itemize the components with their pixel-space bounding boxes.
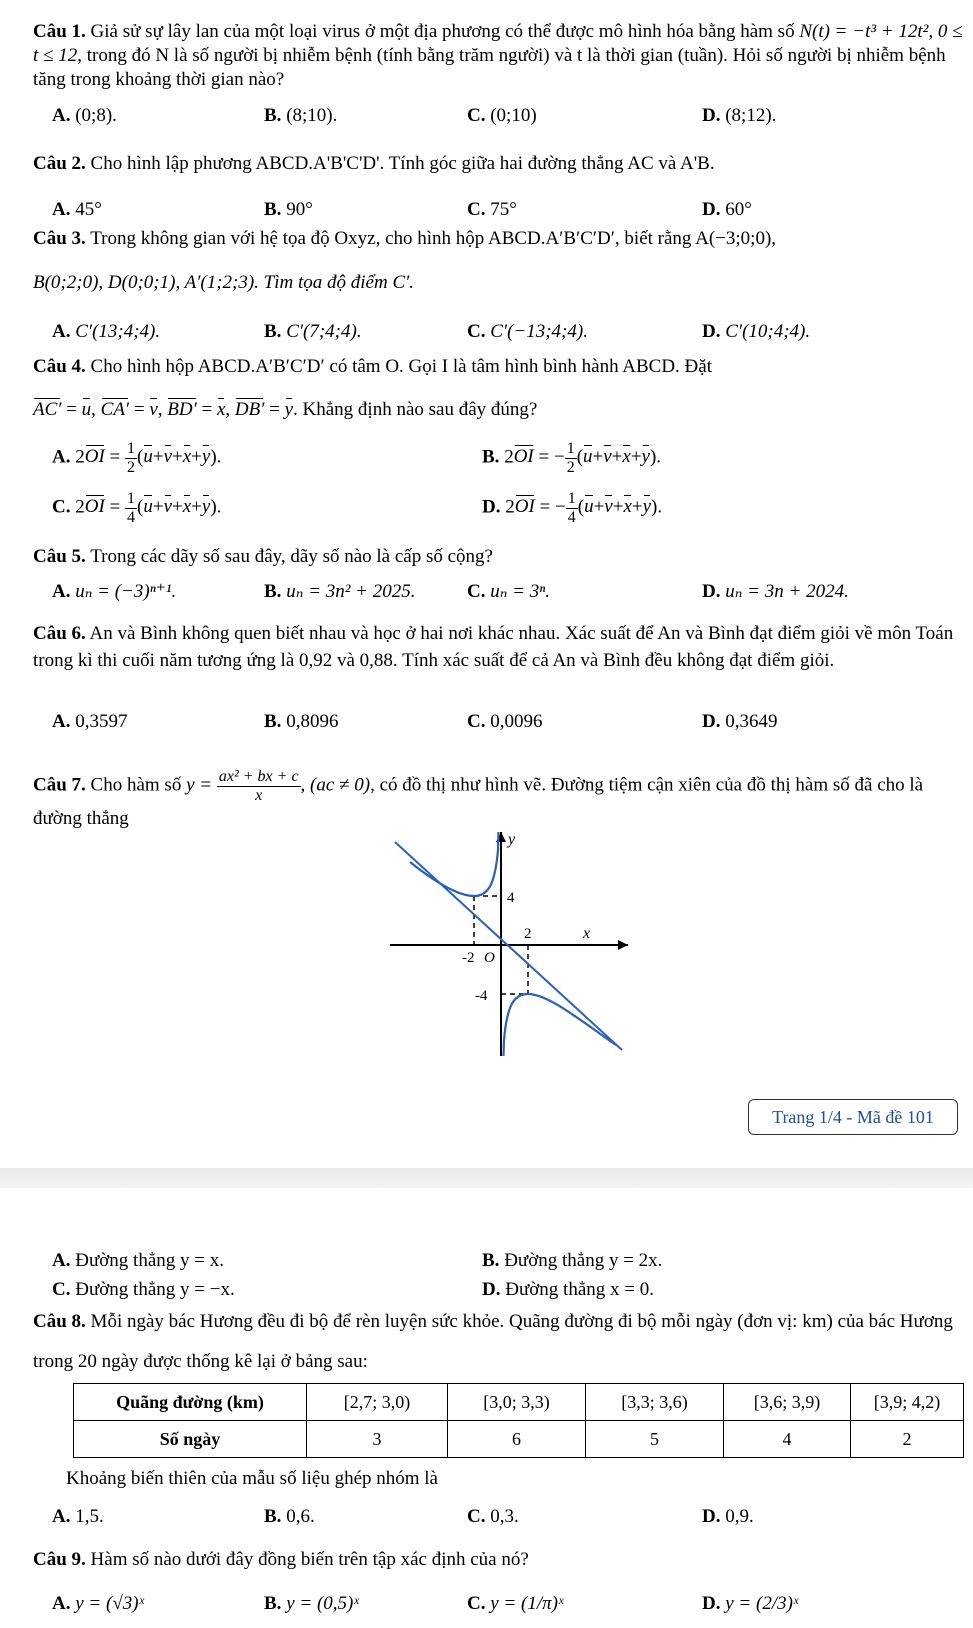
option-c[interactable]: C. 2OI = $\frac{1}{4}$ (u+v+x+y). — [52, 490, 222, 526]
question-8 — [33, 1302, 963, 1382]
question-9 — [33, 1548, 963, 1572]
option-c[interactable]: C. C′(−13;4;4). — [467, 321, 588, 342]
option-b[interactable]: B. Đường thẳng y = 2x. — [482, 1250, 663, 1271]
option-a[interactable]: A. uₙ = (−3)ⁿ⁺¹. — [52, 581, 177, 602]
option-a[interactable]: A. 45° — [52, 199, 102, 220]
option-c[interactable]: C. (0;10) — [467, 105, 537, 126]
question-text: Cho hình lập phương ABCD.A'B'C'D'. Tính góc giữa hai đường thẳng AC và A'B. — [90, 153, 715, 174]
curve-right-branch — [504, 994, 617, 1056]
option-c[interactable]: C. Đường thẳng y = −x. — [52, 1279, 235, 1300]
option-b[interactable]: B. 0,6. — [264, 1506, 315, 1527]
options-q4-row1 — [52, 440, 962, 478]
option-d[interactable]: D. uₙ = 3n + 2024. — [702, 581, 849, 602]
table-cell: 6 — [448, 1421, 586, 1458]
question-text: An và Bình không quen biết nhau và học ở hai nơi khác nhau. Xác suất để An và Bình đạt điểm giỏi về môn Toán trong kì thi cuối năm tương ứng là 0,92 và 0,88. Tính xác suất để cả An và Bình đều không đạt điểm giỏi. — [33, 623, 954, 671]
question-formula: N(t) = −t³ + 12t², 0 ≤ t ≤ 12 — [33, 21, 963, 66]
option-d[interactable]: D. 60° — [702, 199, 752, 220]
table-row — [74, 1384, 964, 1421]
question-text-cont: , có đồ thị như hình vẽ. Đường tiệm cận xiên của đồ thị hàm số đã cho là đường thẳng — [33, 774, 924, 830]
option-d[interactable]: D. 0,3649 — [702, 711, 778, 732]
question-4-vectors: AC′ = u, CA′ = v, BD′ = x, DB′ = y. Khẳng định nào sau đây đúng? — [33, 399, 538, 420]
option-b[interactable]: B. (8;10). — [264, 105, 338, 126]
question-label: Câu 6. — [33, 623, 86, 644]
options-q2 — [52, 198, 962, 228]
options-q4-row2 — [52, 490, 962, 528]
option-a[interactable]: A. 1,5. — [52, 1506, 104, 1527]
table-cell: [3,6; 3,9) — [724, 1384, 851, 1421]
option-a[interactable]: A. C′(13;4;4). — [52, 321, 161, 342]
option-d[interactable]: D. C′(10;4;4). — [702, 321, 811, 342]
x-axis-arrow — [618, 940, 628, 950]
question-label: Câu 3. — [33, 228, 86, 249]
question-2 — [33, 152, 963, 176]
curve-left-branch — [410, 832, 499, 896]
table-cell: 4 — [724, 1421, 851, 1458]
question-label: Câu 7. — [33, 774, 86, 796]
question-4 — [33, 355, 963, 379]
question-text: Cho hình hộp ABCD.A′B′C′D′ có tâm O. Gọi I là tâm hình bình hành ABCD. Đặt — [90, 356, 712, 377]
option-a[interactable]: A. 2OI = $\frac{1}{2}$ (u+v+x+y). — [52, 440, 222, 476]
option-c[interactable]: C. 75° — [467, 199, 517, 220]
question-3-line2 — [33, 271, 963, 295]
option-d[interactable]: D. Đường thẳng x = 0. — [482, 1279, 654, 1300]
options-q9 — [52, 1592, 962, 1622]
option-c[interactable]: C. y = (1/π)ˣ — [467, 1593, 564, 1614]
table-header: Số ngày — [74, 1421, 307, 1458]
tick-label: -4 — [475, 988, 488, 1004]
option-b[interactable]: B. C′(7;4;4). — [264, 321, 362, 342]
question-label: Câu 1. — [33, 21, 86, 42]
question-text-cont: . Khẳng định nào sau đây đúng? — [293, 399, 538, 420]
question-text: Trong không gian với hệ tọa độ Oxyz, cho hình hộp ABCD.A′B′C′D′, biết rằng A(−3;0;0), — [90, 228, 777, 249]
table-caption: Khoảng biến thiên của mẫu số liệu ghép nhóm là — [66, 1468, 438, 1489]
question-6 — [33, 620, 963, 674]
x-axis-label: x — [583, 925, 591, 942]
curve-left-branch — [470, 832, 500, 896]
options-q6 — [52, 710, 962, 740]
option-a[interactable]: A. 0,3597 — [52, 711, 128, 732]
option-b[interactable]: B. y = (0,5)ˣ — [264, 1593, 359, 1614]
option-c[interactable]: C. 0,3. — [467, 1506, 519, 1527]
options-q8 — [52, 1505, 962, 1535]
frequency-table — [73, 1383, 964, 1458]
tick-label: -2 — [462, 950, 475, 966]
question-label: Câu 8. — [33, 1311, 86, 1332]
table-cell: [3,9; 4,2) — [851, 1384, 964, 1421]
option-a[interactable]: A. Đường thẳng y = x. — [52, 1250, 224, 1271]
table-cell: 2 — [851, 1421, 964, 1458]
option-b[interactable]: B. uₙ = 3n² + 2025. — [264, 581, 416, 602]
function-graph — [390, 830, 630, 1056]
question-text-cont: B(0;2;0), D(0;0;1), A′(1;2;3). Tìm tọa độ điểm C′. — [33, 272, 415, 293]
option-d[interactable]: D. (8;12). — [702, 105, 777, 126]
question-label: Câu 4. — [33, 356, 86, 377]
tick-label: 4 — [507, 890, 515, 906]
option-d[interactable]: D. y = (2/3)ˣ — [702, 1593, 799, 1614]
page-divider — [0, 1168, 973, 1188]
option-b[interactable]: B. 2OI = − $\frac{1}{2}$ (u+v+x+y). — [482, 440, 662, 476]
option-a[interactable]: A. y = (√3)ˣ — [52, 1593, 144, 1614]
question-1 — [33, 20, 963, 91]
question-3 — [33, 227, 963, 251]
options-q5 — [52, 580, 962, 610]
table-cell: [3,3; 3,6) — [586, 1384, 724, 1421]
table-cell: [3,0; 3,3) — [448, 1384, 586, 1421]
options-q1 — [52, 104, 962, 134]
option-d[interactable]: D. 0,9. — [702, 1506, 754, 1527]
table-cell: [2,7; 3,0) — [307, 1384, 448, 1421]
question-text: Giả sử sự lây lan của một loại virus ở một địa phương có thể được mô hình hóa bằng hàm số — [90, 21, 795, 42]
question-7: Câu 7. Cho hàm số y = $\frac{\text{ax² + bx + c}}{x}$ , (ac ≠ 0), có đồ thị như hình vẽ. Đường tiệm cận xiên của đồ thị hàm số đã cho là đường thẳng — [33, 768, 924, 830]
option-c[interactable]: C. 0,0096 — [467, 711, 543, 732]
question-5 — [33, 545, 963, 569]
option-a[interactable]: A. (0;8). — [52, 105, 117, 126]
y-axis-label: y — [508, 831, 516, 848]
question-text: Hàm số nào dưới đây đồng biến trên tập xác định của nó? — [90, 1549, 529, 1570]
options-q7-row1 — [52, 1249, 962, 1279]
question-text: Mỗi ngày bác Hương đều đi bộ để rèn luyện sức khỏe. Quãng đường đi bộ mỗi ngày (đơn vị: km) của bác Hương trong 20 ngày được thống kê lại ở bảng sau: — [33, 1311, 953, 1372]
question-label: Câu 9. — [33, 1549, 86, 1570]
question-label: Câu 5. — [33, 546, 86, 567]
page-footer: Trang 1/4 - Mã đề 101 — [748, 1099, 958, 1135]
tick-label: O — [484, 950, 495, 966]
question-text: Trong các dãy số sau đây, dãy số nào là cấp số cộng? — [90, 546, 493, 567]
option-c[interactable]: C. uₙ = 3ⁿ. — [467, 581, 550, 602]
option-b[interactable]: B. 90° — [264, 199, 313, 220]
option-d[interactable]: D. 2OI = − $\frac{1}{4}$ (u+v+x+y). — [482, 490, 663, 526]
option-b[interactable]: B. 0,8096 — [264, 711, 339, 732]
question-text-cont: , trong đó N là số người bị nhiễm bệnh (tính bằng trăm người) và t là thời gian (tuần). Hỏi số người bị nhiễm bệnh tăng trong khoảng thời gian nào? — [33, 44, 946, 90]
question-label: Câu 2. — [33, 153, 86, 174]
table-row — [74, 1421, 964, 1458]
tick-label: 2 — [524, 926, 532, 942]
table-header: Quãng đường (km) — [74, 1384, 307, 1421]
table-cell: 3 — [307, 1421, 448, 1458]
options-q3 — [52, 320, 962, 350]
table-cell: 5 — [586, 1421, 724, 1458]
question-text: Cho hàm số — [90, 774, 182, 796]
